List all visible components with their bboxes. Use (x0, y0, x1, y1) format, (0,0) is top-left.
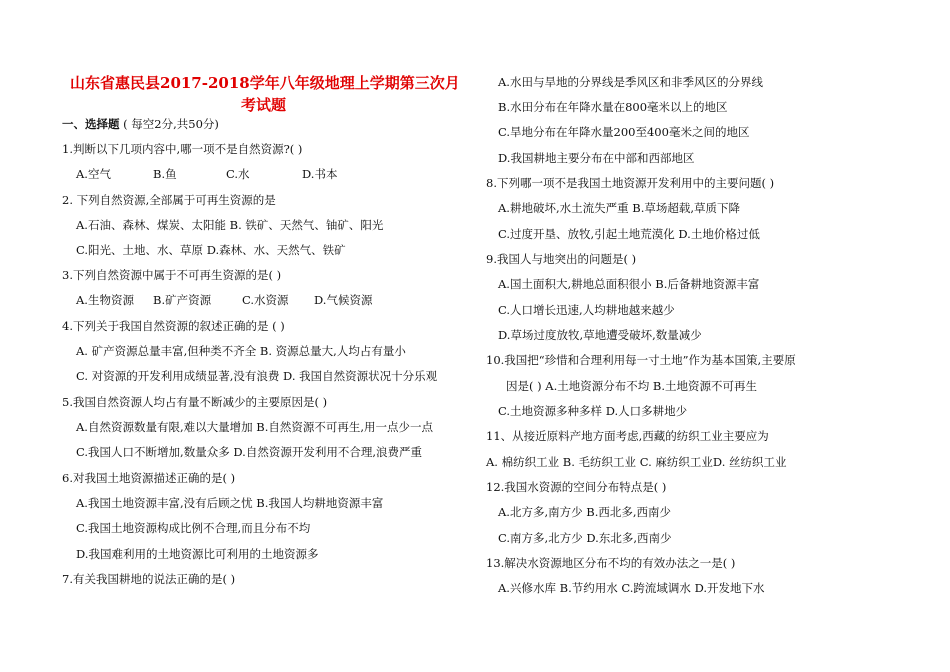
q12-options-ab: A.北方多,南方少 B.西北多,西南少 (498, 505, 672, 519)
q9-option-d: D.草场过度放牧,草地遭受破坏,数量减少 (498, 328, 702, 342)
q6-option-c: C.我国土地资源构成比例不合理,而且分布不均 (76, 521, 311, 535)
q9-options-ab: A.国土面积大,耕地总面积很小 B.后备耕地资源丰富 (498, 277, 760, 291)
q13-options: A.兴修水库 B.节约用水 C.跨流域调水 D.开发地下水 (498, 581, 765, 595)
section-note: ( 每空2分,共50分) (123, 117, 219, 131)
q3-option-d: D.气候资源 (314, 293, 373, 307)
page-title-line1: 山东省惠民县2017-2018学年八年级地理上学期第三次月 (70, 74, 460, 92)
q1-option-b: B.鱼 (153, 167, 177, 181)
q9-stem: 9.我国人与地突出的问题是( ) (486, 252, 637, 266)
q6-option-d: D.我国难利用的土地资源比可利用的土地资源多 (76, 547, 319, 561)
q8-stem: 8.下列哪一项不是我国土地资源开发利用中的主要问题( ) (486, 176, 775, 190)
q12-options-cd: C.南方多,北方少 D.东北多,西南少 (498, 531, 672, 545)
q9-option-c: C.人口增长迅速,人均耕地越来越少 (498, 303, 675, 317)
q2-options-ab: A.石油、森林、煤炭、太阳能 B. 铁矿、天然气、铀矿、阳光 (76, 218, 384, 232)
q10-options-cd: C.土地资源多种多样 D.人口多耕地少 (498, 404, 688, 418)
q1-option-d: D.书本 (302, 167, 338, 181)
q3-option-b: B.矿产资源 (153, 293, 212, 307)
q7-option-d: D.我国耕地主要分布在中部和西部地区 (498, 151, 695, 165)
q4-options-ab: A. 矿产资源总量丰富,但种类不齐全 B. 资源总量大,人均占有量小 (76, 344, 406, 358)
page-title-line2: 考试题 (241, 96, 287, 114)
q1-stem: 1.判断以下几项内容中,哪一项不是自然资源?( ) (62, 142, 303, 156)
q4-stem: 4.下列关于我国自然资源的叙述正确的是 ( ) (62, 319, 285, 333)
q8-options-ab: A.耕地破坏,水土流失严重 B.草场超载,草质下降 (498, 201, 741, 215)
q10-stem-line1: 10.我国把“珍惜和合理利用每一寸土地”作为基本国策,主要原 (486, 353, 796, 367)
q2-stem: 2. 下列自然资源,全部属于可再生资源的是 (62, 193, 276, 207)
q3-option-a: A.生物资源 (76, 293, 134, 307)
q7-option-c: C.旱地分布在年降水量200至400毫米之间的地区 (498, 125, 750, 139)
q12-stem: 12.我国水资源的空间分布特点是( ) (486, 480, 667, 494)
q7-option-a: A.水田与旱地的分界线是季风区和非季风区的分界线 (498, 75, 763, 89)
q4-options-cd: C. 对资源的开发利用成绩显著,没有浪费 D. 我国自然资源状况十分乐观 (76, 369, 438, 383)
q11-stem: 11、从接近原料产地方面考虑,西藏的纺织工业主要应为 (486, 429, 769, 443)
q7-option-b: B.水田分布在年降水量在800毫米以上的地区 (498, 100, 728, 114)
q6-stem: 6.对我国土地资源描述正确的是( ) (62, 471, 236, 485)
q13-stem: 13.解决水资源地区分布不均的有效办法之一是( ) (486, 556, 736, 570)
q10-stem-line2: 因是( ) A.土地资源分布不均 B.土地资源不可再生 (506, 379, 758, 393)
q6-options-ab: A.我国土地资源丰富,没有后顾之忧 B.我国人均耕地资源丰富 (76, 496, 384, 510)
section-heading (62, 116, 219, 132)
q5-options-ab: A.自然资源数量有限,难以大量增加 B.自然资源不可再生,用一点少一点 (76, 420, 434, 434)
section-title: 一、选择题 (62, 117, 120, 131)
q1-option-c: C.水 (226, 167, 250, 181)
q11-options: A. 棉纺织工业 B. 毛纺织工业 C. 麻纺织工业D. 丝纺织工业 (486, 455, 787, 469)
q7-stem: 7.有关我国耕地的说法正确的是( ) (62, 572, 236, 586)
q3-option-c: C.水资源 (242, 293, 289, 307)
q2-options-cd: C.阳光、土地、水、草原 D.森林、水、天然气、铁矿 (76, 243, 346, 257)
q8-options-cd: C.过度开垦、放牧,引起土地荒漠化 D.土地价格过低 (498, 227, 760, 241)
q1-option-a: A.空气 (76, 167, 111, 181)
q3-stem: 3.下列自然资源中属于不可再生资源的是( ) (62, 268, 282, 282)
q5-options-cd: C.我国人口不断增加,数量众多 D.自然资源开发利用不合理,浪费严重 (76, 445, 422, 459)
q5-stem: 5.我国自然资源人均占有量不断减少的主要原因是( ) (62, 395, 328, 409)
